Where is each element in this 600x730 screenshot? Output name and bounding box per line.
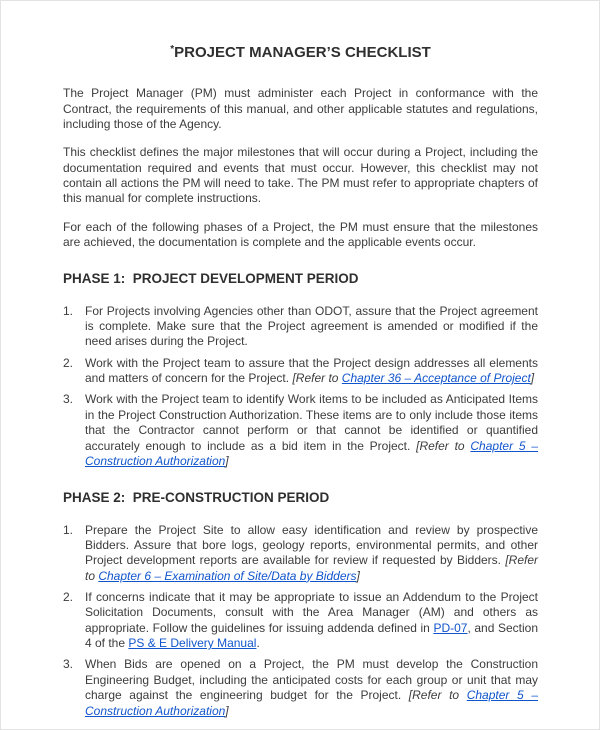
list-item — [63, 356, 538, 387]
refer-prefix: [Refer to — [85, 553, 538, 583]
intro-paragraph-3: For each of the following phases of a Project, the PM must ensure that the milestones are achieved, the documentation is complete and the applicable events occur. — [63, 219, 538, 250]
list-item-body-text: . — [256, 636, 260, 651]
list-item-number: 1. — [63, 303, 74, 318]
list-item-number: 3. — [63, 657, 74, 672]
list-item-number: 3. — [63, 392, 74, 407]
title-asterisk-marker: * — [170, 44, 175, 55]
refer-note — [292, 371, 534, 385]
list-item-body-text: , and Section 4 of the — [85, 620, 538, 651]
refer-prefix: [Refer to — [416, 438, 471, 453]
chapter-36-acceptance-link[interactable]: Chapter 36 – Acceptance of Project — [341, 371, 531, 386]
list-item-body-text: Prepare the Project Site to allow easy identification and review by prospective Bidders. Assure that bore logs, geology reports, environmental permits, and other Project development reports are available for review if requested by Bidders. — [85, 522, 538, 568]
list-item-text — [85, 392, 538, 469]
phase-1-list — [63, 304, 538, 470]
page-title — [63, 43, 538, 62]
list-item-text: For Projects involving Agencies other than ODOT, assure that the Project agreement is complete. Make sure that the Project agreement is amended or modified if the need arises during the Project. — [85, 303, 538, 349]
list-item — [63, 657, 538, 718]
list-item-text — [85, 657, 538, 718]
list-item-number: 2. — [63, 589, 74, 604]
list-item-body-text: Work with the Project team to assure that the Project design addresses all elements and matters of concern for the Project. — [85, 355, 538, 386]
refer-suffix: ] — [225, 453, 229, 468]
list-item-text — [85, 590, 538, 651]
chapter-6-examination-link[interactable]: Chapter 6 – Examination of Site/Data by Bidders — [98, 568, 357, 583]
phase-1-heading: PHASE 1: PROJECT DEVELOPMENT PERIOD — [63, 271, 359, 287]
refer-suffix: ] — [356, 568, 360, 583]
chapter-5-construction-authorization-link[interactable]: Chapter 5 – Construction Authorization — [85, 688, 538, 718]
list-item-text — [85, 523, 538, 584]
refer-suffix: ] — [225, 703, 229, 718]
list-item — [63, 392, 538, 469]
list-item — [63, 523, 538, 584]
page-title-text: PROJECT MANAGER’S CHECKLIST — [174, 44, 431, 61]
intro-paragraph-1: The Project Manager (PM) must administer each Project in conformance with the Contract, the requirements of this manual, and other applicable statutes and regulations, including those of the Agency. — [63, 86, 538, 131]
list-item — [63, 304, 538, 350]
pd-07-link[interactable]: PD-07 — [433, 620, 468, 635]
phase-2-heading: PHASE 2: PRE-CONSTRUCTION PERIOD — [63, 490, 330, 506]
list-item-body-text: If concerns indicate that it may be appropriate to issue an Addendum to the Project Solicitation Documents, consult with the Area Manager (AM) and others as appropriate. Follow the guidelines for issuing addenda defined in — [85, 589, 538, 635]
list-item-text — [85, 356, 538, 387]
intro-paragraph-2: This checklist defines the major milestones that will occur during a Project, including the documentation required and events that must occur. However, this checklist may not contain all actions the PM will need to take. The PM must refer to appropriate chapters of this manual for complete instructions. — [63, 145, 538, 206]
list-item-body-text: Work with the Project team to identify Work items to be included as Anticipated Items in the Project Construction Authorization. These items are to only include those items that the Contractor cannot perform or that cannot be identified or quantified accurately enough to include as a bid item in the Project. — [85, 392, 538, 453]
refer-prefix: [Refer to — [292, 371, 342, 386]
refer-prefix: [Refer to — [408, 688, 467, 703]
list-item-number: 2. — [63, 355, 74, 370]
list-item-body-text: When Bids are opened on a Project, the PM must develop the Construction Engineering Budget, including the anticipated costs for each group or unit that may charge against the engineering budget for the Project. — [85, 657, 538, 703]
list-item-number: 1. — [63, 522, 74, 537]
chapter-5-construction-authorization-link[interactable]: Chapter 5 – Construction Authorization — [85, 438, 538, 468]
refer-suffix: ] — [530, 371, 535, 386]
list-item — [63, 590, 538, 651]
phase-2-list — [63, 523, 538, 719]
ps-e-delivery-manual-link[interactable]: PS & E Delivery Manual — [128, 636, 257, 651]
